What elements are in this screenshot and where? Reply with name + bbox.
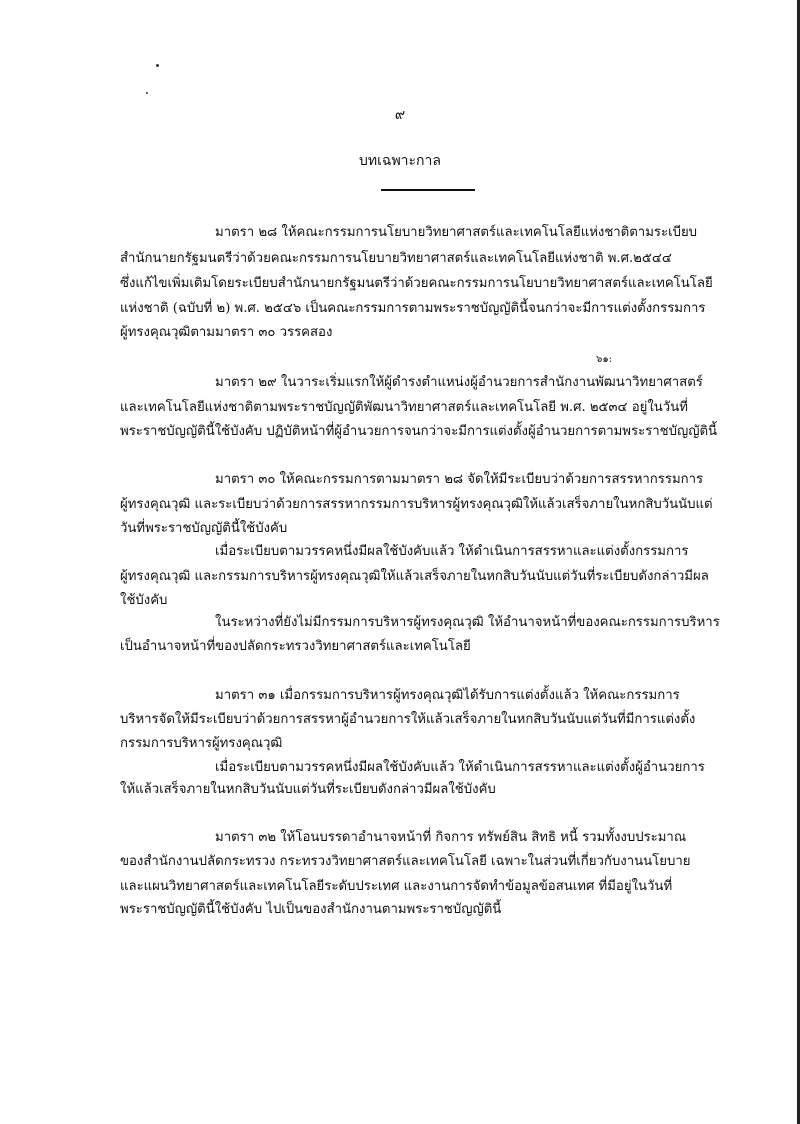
section-31-line-3: กรรมการบริหารผู้ทรงคุณวุฒิ — [120, 736, 283, 751]
section-28-line-5: ผู้ทรงคุณวุฒิตามมาตรา ๓๐ วรรคสอง — [120, 325, 333, 340]
section-30-line-7: ในระหว่างที่ยังไม่มีกรรมการบริหารผู้ทรงคุณวุฒิ ให้อำนาจหน้าที่ของคณะกรรมการบริหาร — [215, 615, 720, 630]
section-31-line-4: เมื่อระเบียบตามวรรคหนึ่งมีผลใช้บังคับแล้ว ให้ดำเนินการสรรหาและแต่งตั้งผู้อำนวยการ — [215, 760, 705, 775]
section-31-line-2: บริหารจัดให้มีระเบียบว่าด้วยการสรรหาผู้อำนวยการให้แล้วเสร็จภายในหกสิบวันนับแต่วันที่มีการแต่งตั้ง — [120, 712, 696, 727]
section-28-line-3: ซึ่งแก้ไขเพิ่มเติมโดยระเบียบสำนักนายกรัฐมนตรีว่าด้วยคณะกรรมการนโยบายวิทยาศาสตร์และเทคโนโลยี — [120, 276, 713, 291]
section-32-line-2: ของสำนักงานปลัดกระทรวง กระทรวงวิทยาศาสตร์และเทคโนโลยี เฉพาะในส่วนที่เกี่ยวกับงานนโยบาย — [120, 854, 691, 869]
section-28-line-2: สำนักนายกรัฐมนตรีว่าด้วยคณะกรรมการนโยบายวิทยาศาสตร์และเทคโนโลยีแห่งชาติ พ.ศ.๒๕๔๔ — [120, 251, 672, 266]
section-29-line-1: มาตรา ๒๙ ในวาระเริ่มแรกให้ผู้ดำรงตำแหน่งผู้อำนวยการสำนักงานพัฒนาวิทยาศาสตร์ — [215, 375, 703, 390]
section-30-line-2: ผู้ทรงคุณวุฒิ และระเบียบว่าด้วยการสรรหากรรมการบริหารผู้ทรงคุณวุฒิให้แล้วเสร็จภายในหกสิบวันนับแต่ — [120, 497, 713, 512]
section-30-line-3: วันที่พระราชบัญญัตินี้ใช้บังคับ — [120, 521, 288, 536]
page-title: บทเฉพาะกาล — [359, 153, 441, 169]
page-number: ๙ — [394, 107, 406, 123]
section-30-line-5: ผู้ทรงคุณวุฒิ และกรรมการบริหารผู้ทรงคุณวุฒิให้แล้วเสร็จภายในหกสิบวันนับแต่วันที่ระเบียบดังกล่าวมีผล — [120, 569, 709, 584]
margin-note: ๖๑: — [596, 354, 613, 365]
section-30-line-6: ใช้บังคับ — [120, 593, 168, 608]
scan-speck — [156, 64, 159, 67]
section-29-line-3: พระราชบัญญัตินี้ใช้บังคับ ปฏิบัติหน้าที่ผู้อำนวยการจนกว่าจะมีการแต่งตั้งผู้อำนวยการตามพระราชบัญญัตินี้ — [120, 424, 718, 439]
section-30-line-8: เป็นอำนาจหน้าที่ของปลัดกระทรวงวิทยาศาสตร์และเทคโนโลยี — [120, 639, 471, 654]
section-32-line-4: พระราชบัญญัตินี้ใช้บังคับ ไปเป็นของสำนักงานตามพระราชบัญญัตินี้ — [120, 902, 502, 917]
section-31-line-1: มาตรา ๓๑ เมื่อกรรมการบริหารผู้ทรงคุณวุฒิได้รับการแต่งตั้งแล้ว ให้คณะกรรมการ — [215, 688, 680, 703]
title-underline — [381, 189, 475, 191]
scan-speck — [146, 92, 148, 94]
section-30-line-1: มาตรา ๓๐ ให้คณะกรรมการตามมาตรา ๒๘ จัดให้มีระเบียบว่าด้วยการสรรหากรรมการ — [215, 472, 704, 487]
section-28-line-4: แห่งชาติ (ฉบับที่ ๒) พ.ศ. ๒๕๔๖ เป็นคณะกรรมการตามพระราชบัญญัตินี้จนกว่าจะมีการแต่งตั้งกรรมการ — [120, 301, 706, 316]
section-29-line-2: และเทคโนโลยีแห่งชาติตามพระราชบัญญัติพัฒนาวิทยาศาสตร์และเทคโนโลยี พ.ศ. ๒๕๓๔ อยู่ในวันที่ — [120, 400, 688, 415]
section-31-line-5: ให้แล้วเสร็จภายในหกสิบวันนับแต่วันที่ระเบียบดังกล่าวมีผลใช้บังคับ — [120, 782, 496, 797]
section-32-line-3: และแผนวิทยาศาสตร์และเทคโนโลยีระดับประเทศ และงานการจัดทำข้อมูลข้อสนเทศ ที่มีอยู่ในวันที่ — [120, 879, 673, 894]
section-32-line-1: มาตรา ๓๒ ให้โอนบรรดาอำนาจหน้าที่ กิจการ ทรัพย์สิน สิทธิ หนี้ รวมทั้งงบประมาณ — [215, 830, 687, 845]
section-30-line-4: เมื่อระเบียบตามวรรคหนึ่งมีผลใช้บังคับแล้ว ให้ดำเนินการสรรหาและแต่งตั้งกรรมการ — [215, 544, 689, 559]
section-28-line-1: มาตรา ๒๘ ให้คณะกรรมการนโยบายวิทยาศาสตร์และเทคโนโลยีแห่งชาติตามระเบียบ — [215, 225, 698, 240]
